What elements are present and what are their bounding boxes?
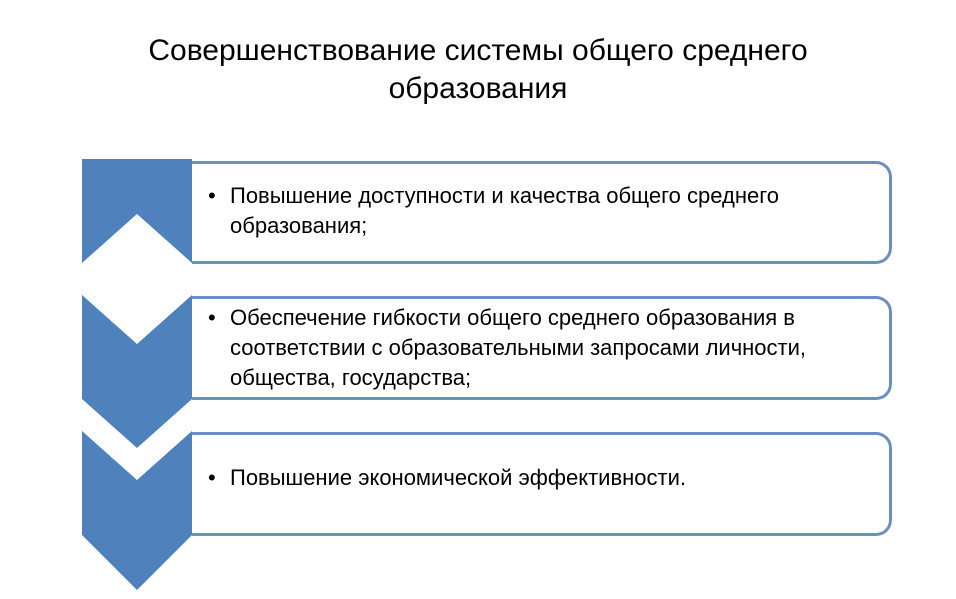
bullet-dot: • xyxy=(208,182,216,208)
bullet-item xyxy=(192,181,889,241)
bullet-item xyxy=(192,463,708,493)
step-box-2 xyxy=(192,296,892,400)
step-2-text: Обеспечение гибкости общего среднего образования в соответствии с образовательными запросами личности, общества, государства; xyxy=(230,305,807,390)
step-1-text: Повышение доступности и качества общего среднего образования; xyxy=(230,182,780,238)
chevron-1 xyxy=(82,159,192,263)
chevron-3 xyxy=(82,431,192,590)
step-3-text: Повышение экономической эффективности. xyxy=(230,465,687,490)
chevron-2 xyxy=(82,295,192,448)
step-box-3 xyxy=(192,432,892,536)
title-line-1: Совершенствование системы общего среднего xyxy=(148,34,808,67)
title-line-2: образования xyxy=(388,72,568,105)
bullet-dot: • xyxy=(208,465,216,490)
bullet-dot: • xyxy=(208,305,216,330)
step-box-1 xyxy=(192,161,892,264)
bullet-item xyxy=(192,303,889,393)
